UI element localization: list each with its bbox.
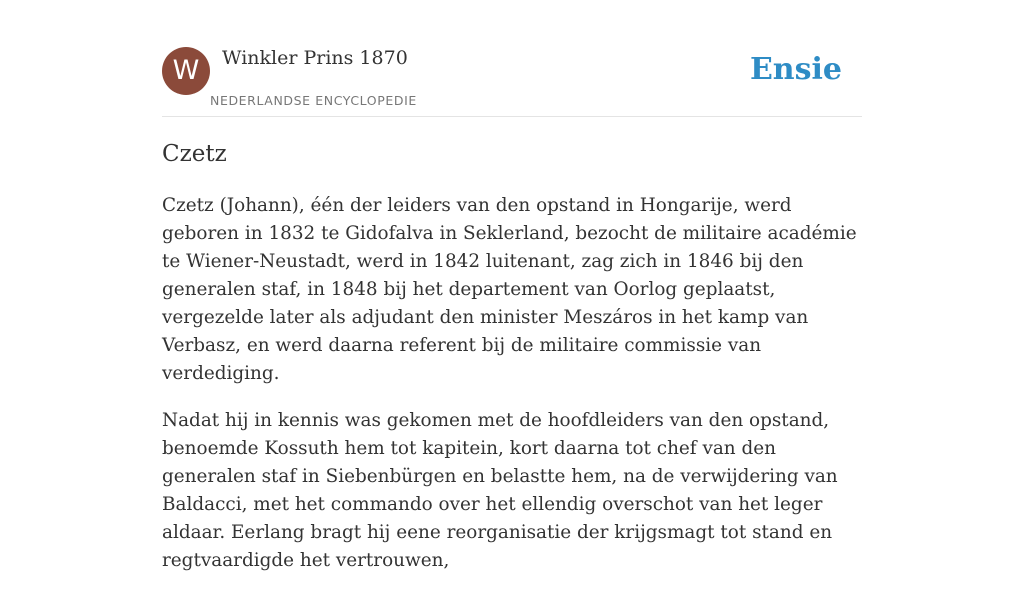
source-avatar[interactable]: W	[162, 47, 210, 95]
article-title: Czetz	[162, 141, 227, 167]
article-paragraph-2: Nadat hij in kennis was gekomen met de hoofdleiders van den opstand, benoemde Kossuth hem tot kapitein, kort daarna tot chef van den generalen staf in Siebenbürgen en belastte hem, na de verwijdering van Baldacci, met het commando over het ellendig overschot van het leger aldaar. Eerlang bragt hij eene reorganisatie der krijgsmagt tot stand en regtvaardigde het vertrouwen,	[162, 410, 838, 571]
source-subtitle: NEDERLANDSE ENCYCLOPEDIE	[210, 93, 417, 108]
source-title[interactable]: Winkler Prins 1870	[222, 47, 408, 69]
ensie-logo[interactable]: Ensie	[749, 52, 842, 87]
article-paragraph-1: Czetz (Johann), één der leiders van den opstand in Hongarije, werd geboren in 1832 te Gidofalva in Seklerland, bezocht de militaire académie te Wiener-Neustadt, werd in 1842 luitenant, zag zich in 1846 bij den generalen staf, in 1848 bij het departement van Oorlog geplaatst, vergezelde later als adjudant den minister Meszáros in het kamp van Verbasz, en werd daarna referent bij de militaire commissie van verdediging.	[162, 195, 857, 384]
source-header	[162, 47, 862, 117]
article-body	[162, 192, 862, 594]
